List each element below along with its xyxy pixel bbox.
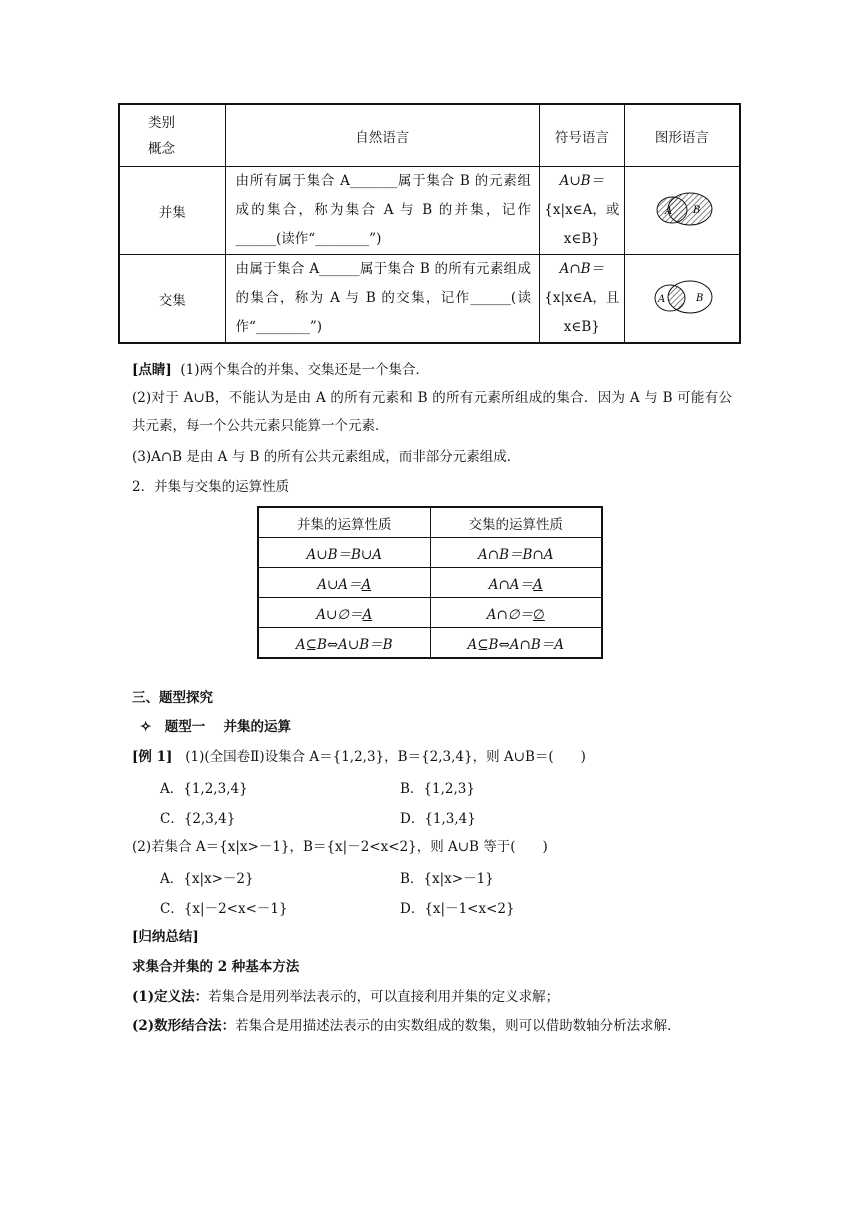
- example-q1: [132, 747, 586, 767]
- intersection-figure: [624, 255, 740, 344]
- union-row: [119, 167, 740, 255]
- example-q2: (2)若集合 A＝{x|x>－1}，B＝{x|－2<x<2}，则 A∪B 等于( ): [132, 839, 548, 855]
- q1-option-d: D．{1,3,4}: [400, 811, 476, 827]
- table-row: [258, 598, 602, 628]
- venn-label-a: A: [657, 293, 666, 305]
- type-1-title: ✧ 题型一 并集的运算: [140, 719, 292, 735]
- q2-option-a: A．{x|x>－2}: [160, 871, 254, 887]
- intersection-name: 交集: [119, 255, 225, 344]
- prop-cell: A⊆B⇔A∪B＝B: [258, 628, 430, 659]
- q2-option-b: B．{x|x>－1}: [400, 871, 494, 887]
- intersection-symbolic-line2: {x|x∈A，且: [544, 290, 620, 306]
- intersection-symbolic: [540, 255, 625, 344]
- header-category-top: 类别: [148, 114, 175, 131]
- summary-title: 求集合并集的 2 种基本方法: [132, 959, 300, 975]
- section-3-title: 三、题型探究: [132, 690, 213, 706]
- union-natural: 由所有属于集合 A_______属于集合 B 的元素组成的集合，称为集合 A 与 B 的并集，记作______(读作“________”): [225, 167, 540, 255]
- prop-expr: A∪A＝: [317, 576, 362, 593]
- note-label: [点睛]: [132, 362, 172, 378]
- table-row: [258, 568, 602, 598]
- union-figure: [624, 167, 740, 255]
- q1-option-b: B．{1,2,3}: [400, 781, 475, 797]
- method-2-label: (2)数形结合法：: [132, 1018, 236, 1034]
- intersection-natural: 由属于集合 A______属于集合 B 的所有元素组成的集合，称为 A 与 B 的交集，记作______(读作“________”): [225, 255, 540, 344]
- method-2: [132, 1012, 732, 1040]
- header-category-bottom: 概念: [148, 140, 175, 157]
- prop-answer: A: [533, 576, 543, 593]
- method-1: [132, 987, 559, 1007]
- q1-option-c: C．{2,3,4}: [160, 811, 236, 827]
- prop-cell: A∪B＝B∪A: [258, 538, 430, 568]
- union-symbolic: [540, 167, 625, 255]
- header-category: [119, 104, 225, 167]
- prop-answer: A: [362, 606, 373, 623]
- venn-label-b: B: [695, 292, 704, 304]
- union-name: 并集: [119, 167, 225, 255]
- prop-expr: A∩A＝: [488, 576, 534, 593]
- q1-option-a: A．{1,2,3,4}: [160, 781, 248, 797]
- example-q1-text: (1)(全国卷Ⅱ)设集合 A＝{1,2,3}，B＝{2,3,4}，则 A∪B＝( ): [185, 749, 586, 765]
- prop-header-union: 并集的运算性质: [258, 507, 430, 538]
- header-natural: 自然语言: [225, 104, 540, 167]
- prop-cell: A⊆B⇔A∩B＝A: [430, 628, 602, 659]
- prop-answer: A: [361, 576, 372, 593]
- table-row: [258, 628, 602, 659]
- note-2: (2)对于 A∪B，不能认为是由 A 的所有元素和 B 的所有元素所组成的集合．因为 A 与 B 可能有公共元素，每一个公共元素只能算一个元素．: [132, 390, 732, 434]
- section-2-title: 2．并集与交集的运算性质: [132, 479, 290, 495]
- properties-table: [257, 506, 603, 659]
- note-1-text: (1)两个集合的并集、交集还是一个集合．: [180, 362, 429, 378]
- prop-expr: A∩∅＝: [486, 606, 534, 623]
- intersection-venn-diagram: [647, 277, 717, 317]
- method-1-text: 若集合是用列举法表示的，可以直接利用并集的定义求解；: [208, 989, 560, 1005]
- prop-header-intersection: 交集的运算性质: [430, 507, 602, 538]
- union-venn-diagram: [647, 189, 717, 229]
- method-2-text: 若集合是用描述法表示的由实数组成的数集，则可以借助数轴分析法求解．: [235, 1018, 681, 1034]
- union-symbolic-line1: A∪B＝: [559, 173, 605, 189]
- prop-answer: ∅: [533, 606, 545, 623]
- table-row: [258, 538, 602, 568]
- intersection-symbolic-line3: x∈B}: [563, 319, 600, 335]
- intersection-row: [119, 255, 740, 344]
- prop-cell: [430, 568, 602, 598]
- prop-cell: [258, 568, 430, 598]
- intersection-symbolic-line1: A∩B＝: [559, 261, 605, 277]
- union-symbolic-line3: x∈B}: [563, 231, 600, 247]
- prop-cell: [258, 598, 430, 628]
- prop-expr: A∪∅＝: [316, 606, 363, 623]
- union-symbolic-line2: {x|x∈A，或: [544, 202, 620, 218]
- venn-label-b: B: [692, 204, 701, 216]
- prop-cell: A∩B＝B∩A: [430, 538, 602, 568]
- summary-label: [归纳总结]: [132, 929, 199, 945]
- header-symbolic: 符号语言: [540, 104, 625, 167]
- header-graphic: 图形语言: [624, 104, 740, 167]
- note-3: (3)A∩B 是由 A 与 B 的所有公共元素组成，而非部分元素组成．: [132, 449, 521, 465]
- q2-option-d: D．{x|－1<x<2}: [400, 901, 515, 917]
- venn-label-a: A: [664, 205, 673, 217]
- definition-table: [118, 103, 741, 344]
- q2-option-c: C．{x|－2<x<－1}: [160, 901, 288, 917]
- example-label: [例 1]: [132, 749, 173, 765]
- prop-cell: [430, 598, 602, 628]
- method-1-label: (1)定义法：: [132, 989, 209, 1005]
- note-1: [132, 360, 429, 380]
